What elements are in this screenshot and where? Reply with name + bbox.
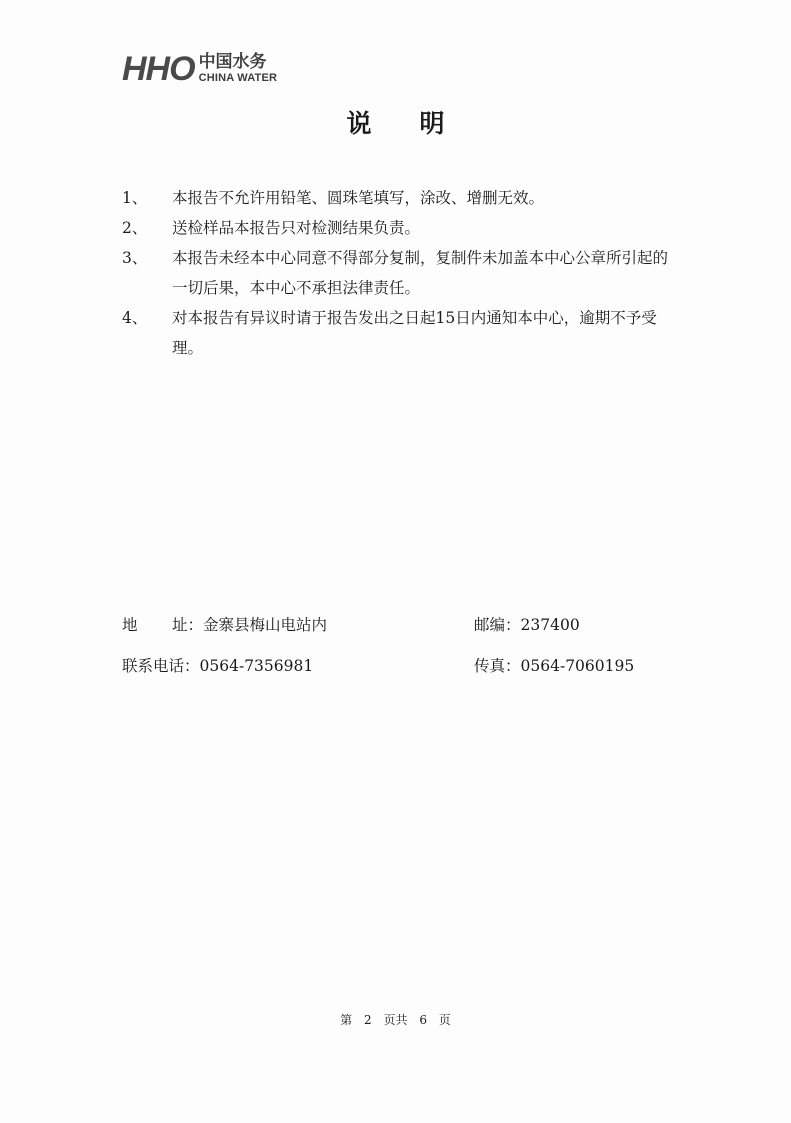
phone-field [122, 656, 313, 676]
postcode-field [474, 615, 580, 635]
footer-label-1: 第 [340, 1013, 353, 1027]
note-number: 1、 [122, 189, 148, 207]
title-char-1: 说 [346, 109, 372, 138]
note-text: 对本报告有异议时请于报告发出之日起15日内通知本中心，逾期不予受理。 [172, 309, 657, 357]
postcode-value: 237400 [520, 616, 580, 634]
list-item [122, 303, 682, 363]
page-title [0, 104, 791, 140]
logo-text-block [199, 54, 278, 84]
company-logo [122, 52, 277, 86]
logo-chinese-name: 中国水务 [198, 52, 267, 72]
list-item [122, 243, 682, 303]
postcode-label: 邮编： [474, 616, 521, 634]
note-number: 2、 [122, 219, 148, 237]
footer-page-total: 6 [419, 1013, 427, 1027]
page-number-footer [0, 1011, 791, 1028]
footer-label-2: 页共 [383, 1013, 408, 1027]
address-label-1: 地 [122, 616, 138, 634]
phone-value: 0564-7356981 [199, 657, 314, 675]
address-value: 金寨县梅山电站内 [203, 616, 328, 634]
logo-mark: HHO [122, 50, 195, 88]
fax-value: 0564-7060195 [520, 657, 635, 675]
address-label-2: 址： [172, 616, 204, 634]
fax-label: 传真： [474, 657, 521, 675]
note-text: 送检样品本报告只对检测结果负责。 [172, 219, 421, 237]
footer-label-3: 页 [438, 1013, 451, 1027]
footer-page-current: 2 [364, 1013, 372, 1027]
phone-label: 联系电话： [122, 657, 200, 675]
list-item [122, 183, 682, 213]
title-char-2: 明 [419, 109, 445, 138]
note-text: 本报告不允许用铅笔、圆珠笔填写，涂改、增删无效。 [172, 189, 545, 207]
note-number: 3、 [122, 249, 148, 267]
logo-english-name: CHINA WATER [198, 72, 278, 84]
notes-list [122, 183, 682, 363]
address-field [122, 615, 327, 635]
list-item [122, 213, 682, 243]
fax-field [474, 656, 634, 676]
note-text: 本报告未经本中心同意不得部分复制，复制件未加盖本中心公章所引起的一切后果，本中心不承担法律责任。 [172, 249, 669, 297]
note-number: 4、 [122, 309, 148, 327]
